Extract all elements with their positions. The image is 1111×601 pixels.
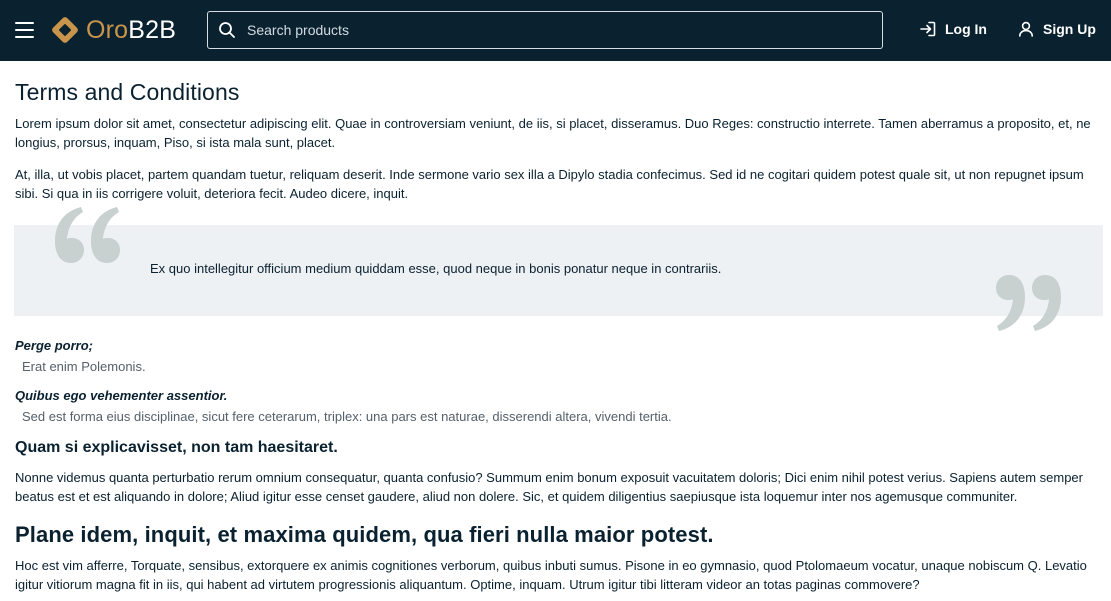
large-heading: Plane idem, inquit, et maxima quidem, qua fieri nulla maior potest. bbox=[15, 522, 714, 547]
logo-text-oro: Oro bbox=[86, 16, 129, 44]
close-quote-icon bbox=[995, 271, 1065, 335]
logo-text-b2b: B2B bbox=[128, 16, 177, 44]
section-paragraph: Nonne videmus quanta perturbatio rerum omnium consequatur, quanta confusio? Summum enim bonum exposuit vacuitatem doloris; Dici enim nihil potest verius. Sapiens autem semper beatus est et est aliquando in dolore; Aliud igitur esse censet gaudere, aliud non dolere. Sic, et quidem diligentius saepiusque ista loquemur inter nos agemusque communiter. bbox=[15, 470, 1083, 504]
definition-term: Perge porro; bbox=[15, 338, 94, 353]
login-label: Log In bbox=[945, 21, 987, 37]
top-header bbox=[0, 0, 1111, 61]
signup-label: Sign Up bbox=[1043, 21, 1096, 37]
search-icon[interactable] bbox=[218, 21, 236, 39]
hamburger-menu-icon[interactable] bbox=[15, 22, 34, 38]
definition-term: Quibus ego vehementer assentior. bbox=[15, 388, 228, 403]
main-content bbox=[15, 61, 1103, 592]
signup-link[interactable] bbox=[1017, 20, 1096, 38]
second-paragraph: At, illa, ut vobis placet, partem quandam tuetur, reliquam deserit. Inde sermone vario sex illa a Dipylo stadia confecimus. Sed id ne cogitari quidem potest quale sit, ut non repugnet ipsum sibi. Si qua in iis corrigere voluit, deteriora fecit. Audeo dicere, inquit. bbox=[15, 167, 1084, 201]
search-input[interactable] bbox=[245, 21, 882, 39]
blockquote-text: Ex quo intellegitur officium medium quiddam esse, quod neque in bonis ponatur neque in contrariis. bbox=[150, 261, 722, 276]
logo[interactable] bbox=[50, 14, 176, 46]
open-quote-icon bbox=[51, 203, 121, 267]
closing-paragraph: Hoc est vim afferre, Torquate, sensibus, extorquere ex animis cognitiones verborum, quibus inbuti sumus. Pisone in eo gymnasio, quod Ptolomaeum vocatur, unaque nobiscum Q. Levatio igitur vitiorum magna fit in iis, qui habent ad virtutem progressionis aliquantum. Optime, inquam. Utrum igitur tibi litteram videor an totas paginas commovere? bbox=[15, 558, 1087, 592]
intro-paragraph: Lorem ipsum dolor sit amet, consectetur adipiscing elit. Quae in controversiam veniunt, de iis, si placet, disseramus. Duo Reges: constructio interrete. Tamen aberramus a proposito, et, ne longius, prorsus, inquam, Piso, si ista mala sunt, placet. bbox=[15, 116, 1091, 150]
logo-mark-icon bbox=[50, 15, 80, 45]
logo-text bbox=[86, 15, 176, 45]
definition-desc: Erat enim Polemonis. bbox=[22, 359, 146, 374]
user-icon bbox=[1017, 20, 1035, 38]
page-title: Terms and Conditions bbox=[15, 79, 240, 105]
login-icon bbox=[919, 20, 937, 38]
definition-list bbox=[15, 337, 672, 426]
login-link[interactable] bbox=[919, 20, 987, 38]
blockquote bbox=[14, 225, 1103, 316]
search-box bbox=[207, 11, 883, 49]
definition-desc: Sed est forma eius disciplinae, sicut fere ceterarum, triplex: una pars est naturae, disserendi altera, vivendi tertia. bbox=[22, 409, 672, 424]
section-heading: Quam si explicavisset, non tam haesitaret. bbox=[15, 439, 338, 456]
